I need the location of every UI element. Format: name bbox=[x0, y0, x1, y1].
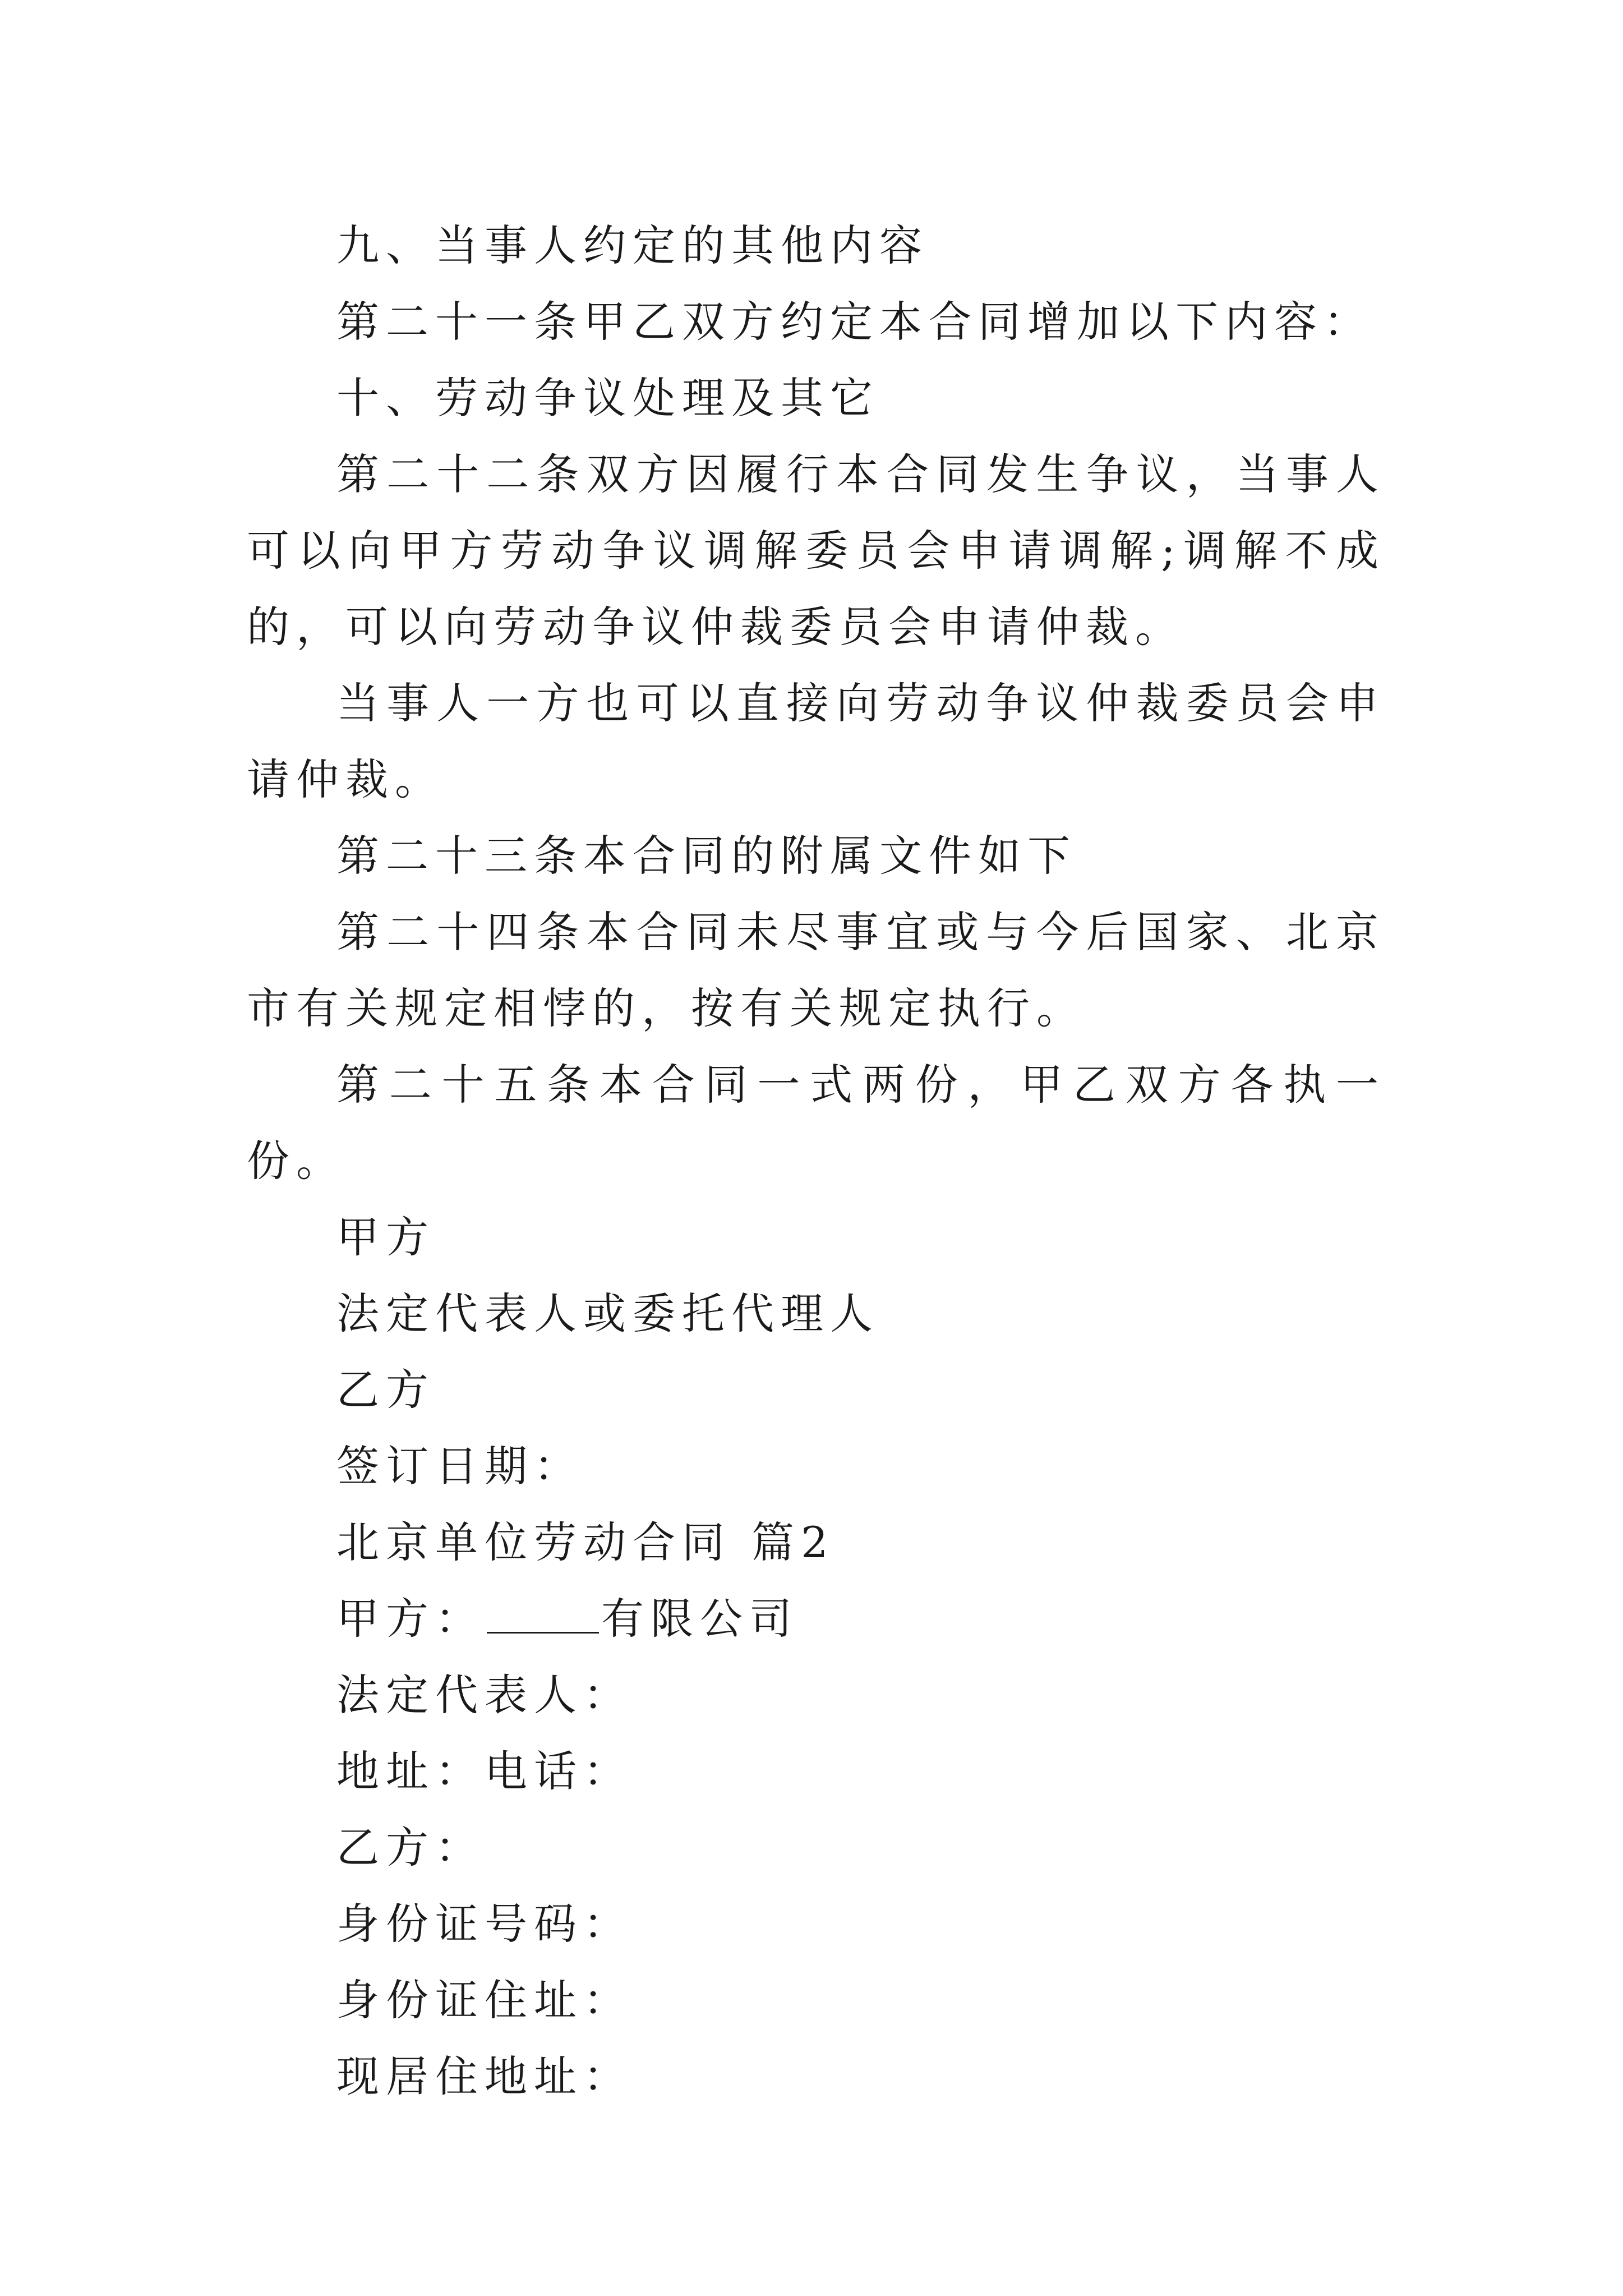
article-21: 第二十一条甲乙双方约定本合同增加以下内容： bbox=[336, 297, 1373, 347]
signing-date: 签订日期： bbox=[336, 1441, 583, 1491]
party-a-label: 甲方： bbox=[336, 1594, 485, 1644]
id-number-field: 身份证号码： bbox=[336, 1899, 633, 1949]
article-25: 第二十五条本合同一式两份，甲乙双方各执一份。 bbox=[247, 1060, 1385, 1186]
company-name-blank bbox=[487, 1598, 599, 1634]
article-24: 第二十四条本合同未尽事宜或与今后国家、北京市有关规定相悖的，按有关规定执行。 bbox=[247, 907, 1385, 1033]
legal-representative-field: 法定代表人： bbox=[336, 1670, 633, 1720]
signature-party-b: 乙方 bbox=[336, 1365, 435, 1415]
contract-title-2: 北京单位劳动合同 篇2 bbox=[336, 1517, 835, 1567]
party-b-field: 乙方： bbox=[336, 1823, 485, 1872]
address-phone-field: 地址：电话： bbox=[336, 1746, 633, 1796]
company-suffix: 有限公司 bbox=[601, 1594, 799, 1644]
document-body bbox=[247, 208, 1385, 2115]
section-heading-10: 十、劳动争议处理及其它 bbox=[336, 373, 879, 423]
signature-legal-rep: 法定代表人或委托代理人 bbox=[336, 1289, 879, 1338]
article-22: 第二十二条双方因履行本合同发生争议，当事人可以向甲方劳动争议调解委员会申请调解;调解不成的，可以向劳动争议仲裁委员会申请仲裁。 bbox=[247, 449, 1385, 652]
id-address-field: 身份证住址： bbox=[336, 1975, 633, 2025]
signature-party-a: 甲方 bbox=[336, 1212, 435, 1262]
current-address-field: 现居住地址： bbox=[336, 2051, 633, 2101]
article-23: 第二十三条本合同的附属文件如下 bbox=[336, 831, 1077, 881]
section-heading-9: 九、当事人约定的其他内容 bbox=[336, 220, 929, 270]
article-22-continued: 当事人一方也可以直接向劳动争议仲裁委员会申请仲裁。 bbox=[247, 678, 1385, 804]
party-a-company-line bbox=[247, 1581, 1385, 1657]
